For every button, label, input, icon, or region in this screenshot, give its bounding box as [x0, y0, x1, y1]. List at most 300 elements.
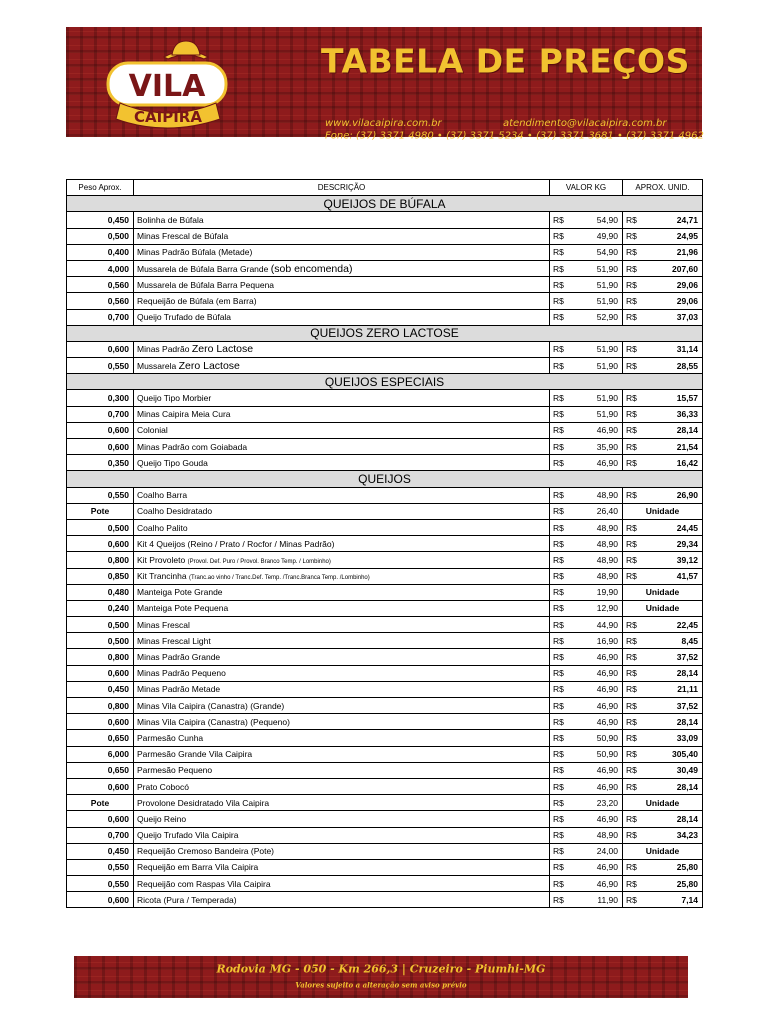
descricao-text: Requeijão de Búfala (em Barra) — [137, 295, 257, 306]
cell-aprox-unid: 31,14 — [642, 341, 703, 357]
currency-symbol: R$ — [550, 568, 569, 584]
table-row — [67, 730, 703, 746]
cell-peso: 0,550 — [67, 859, 134, 875]
cell-descricao — [134, 584, 550, 600]
descricao-text: Minas Vila Caipira (Canastra) (Pequeno) — [137, 716, 290, 727]
cell-valor-kg: 46,90 — [569, 649, 623, 665]
cell-descricao — [134, 681, 550, 697]
cell-valor-kg: 50,90 — [569, 746, 623, 762]
section-title: QUEIJOS DE BÚFALA — [67, 196, 703, 212]
cell-aprox-unid: 37,52 — [642, 698, 703, 714]
table-row — [67, 892, 703, 908]
cell-peso: 0,850 — [67, 568, 134, 584]
currency-symbol: R$ — [623, 358, 642, 374]
descricao-text: Minas Padrão com Goiabada — [137, 441, 248, 452]
currency-symbol: R$ — [550, 228, 569, 244]
table-row — [67, 455, 703, 471]
table-row — [67, 649, 703, 665]
currency-symbol: R$ — [550, 811, 569, 827]
currency-symbol: R$ — [623, 439, 642, 455]
cell-aprox-unid: 207,60 — [642, 260, 703, 276]
currency-symbol: R$ — [623, 746, 642, 762]
currency-symbol: R$ — [550, 892, 569, 908]
currency-symbol: R$ — [623, 244, 642, 260]
cell-peso: 0,800 — [67, 649, 134, 665]
section-header-row — [67, 471, 703, 487]
cell-descricao — [134, 600, 550, 616]
currency-symbol: R$ — [623, 714, 642, 730]
descricao-text: Mussarela — [137, 360, 177, 371]
logo-text-vila: VILA — [128, 69, 206, 104]
currency-symbol: R$ — [550, 487, 569, 503]
currency-symbol: R$ — [623, 390, 642, 406]
descricao-text: Provolone Desidratado Vila Caipira — [137, 797, 270, 808]
cell-descricao — [134, 552, 550, 568]
cell-aprox-unid: 28,14 — [642, 714, 703, 730]
col-header-valor-kg: VALOR KG — [550, 180, 623, 196]
cell-aprox-unid: 21,54 — [642, 439, 703, 455]
cell-peso: Pote — [67, 503, 134, 519]
cell-valor-kg: 12,90 — [569, 600, 623, 616]
cell-peso: 0,650 — [67, 762, 134, 778]
currency-symbol: R$ — [623, 859, 642, 875]
section-header-row — [67, 374, 703, 390]
descricao-text: Parmesão Grande Vila Caipira — [137, 749, 253, 760]
cell-aprox-unid: 29,34 — [642, 536, 703, 552]
currency-symbol: R$ — [623, 681, 642, 697]
cell-descricao — [134, 244, 550, 260]
cell-descricao — [134, 277, 550, 293]
cell-aprox-unid: 16,42 — [642, 455, 703, 471]
cell-aprox-unid: 15,57 — [642, 390, 703, 406]
currency-symbol: R$ — [550, 503, 569, 519]
currency-symbol: R$ — [550, 762, 569, 778]
cell-aprox-unid: 41,57 — [642, 568, 703, 584]
cell-aprox-unid: Unidade — [623, 600, 703, 616]
cell-aprox-unid: 8,45 — [642, 633, 703, 649]
cell-descricao — [134, 859, 550, 875]
cell-valor-kg: 46,90 — [569, 778, 623, 794]
currency-symbol: R$ — [550, 681, 569, 697]
cell-descricao — [134, 341, 550, 357]
cell-aprox-unid: Unidade — [623, 584, 703, 600]
cell-descricao — [134, 778, 550, 794]
cell-valor-kg: 24,00 — [569, 843, 623, 859]
cell-descricao — [134, 876, 550, 892]
cell-descricao — [134, 892, 550, 908]
cell-valor-kg: 49,90 — [569, 228, 623, 244]
table-row — [67, 633, 703, 649]
cell-peso: 0,550 — [67, 487, 134, 503]
cell-peso: 0,800 — [67, 698, 134, 714]
descricao-text: Prato Cobocó — [137, 781, 189, 792]
cell-descricao — [134, 843, 550, 859]
descricao-text: Kit Provoleto — [137, 554, 186, 565]
table-row — [67, 536, 703, 552]
currency-symbol: R$ — [623, 277, 642, 293]
currency-symbol: R$ — [550, 730, 569, 746]
cell-peso: 0,450 — [67, 843, 134, 859]
cell-aprox-unid: 24,45 — [642, 519, 703, 535]
currency-symbol: R$ — [550, 827, 569, 843]
cell-aprox-unid: 30,49 — [642, 762, 703, 778]
cell-valor-kg: 51,90 — [569, 390, 623, 406]
cell-peso: 0,550 — [67, 876, 134, 892]
cell-peso: 0,600 — [67, 536, 134, 552]
cell-aprox-unid: 28,14 — [642, 778, 703, 794]
cell-aprox-unid: 21,96 — [642, 244, 703, 260]
currency-symbol: R$ — [623, 536, 642, 552]
cell-descricao — [134, 519, 550, 535]
cell-valor-kg: 46,90 — [569, 876, 623, 892]
currency-symbol: R$ — [623, 698, 642, 714]
cell-peso: 0,550 — [67, 358, 134, 374]
cell-valor-kg: 26,40 — [569, 503, 623, 519]
currency-symbol: R$ — [550, 876, 569, 892]
footer-address: Rodovia MG - 050 - Km 266,3 | Cruzeiro - Piumhi-MG — [216, 962, 546, 976]
currency-symbol: R$ — [623, 633, 642, 649]
descricao-text: Requeijão Cremoso Bandeira (Pote) — [137, 846, 275, 857]
cell-aprox-unid: 28,14 — [642, 665, 703, 681]
cell-peso: 0,500 — [67, 228, 134, 244]
cell-valor-kg: 11,90 — [569, 892, 623, 908]
cell-peso: 0,600 — [67, 778, 134, 794]
page-title: TABELA DE PREÇOS — [321, 41, 690, 81]
descricao-text: Coalho Desidratado — [137, 506, 213, 517]
cell-peso: 0,240 — [67, 600, 134, 616]
currency-symbol: R$ — [623, 341, 642, 357]
currency-symbol: R$ — [550, 649, 569, 665]
descricao-text: Queijo Reino — [137, 813, 187, 824]
cell-valor-kg: 48,90 — [569, 487, 623, 503]
descricao-text: Coalho Barra — [137, 490, 188, 501]
descricao-text: Coalho Palito — [137, 522, 188, 533]
currency-symbol: R$ — [623, 260, 642, 276]
table-row — [67, 714, 703, 730]
section-title: QUEIJOS ZERO LACTOSE — [67, 325, 703, 341]
table-row — [67, 390, 703, 406]
currency-symbol: R$ — [623, 762, 642, 778]
cell-descricao — [134, 795, 550, 811]
cell-valor-kg: 46,90 — [569, 698, 623, 714]
cell-descricao — [134, 827, 550, 843]
cell-valor-kg: 51,90 — [569, 341, 623, 357]
cell-peso: 0,450 — [67, 212, 134, 228]
table-body — [67, 196, 703, 908]
currency-symbol: R$ — [550, 714, 569, 730]
cell-aprox-unid: 29,06 — [642, 277, 703, 293]
cell-valor-kg: 51,90 — [569, 293, 623, 309]
cell-peso: 0,300 — [67, 390, 134, 406]
descricao-text: Minas Vila Caipira (Canastra) (Grande) — [137, 700, 285, 711]
logo-text-caipira: CAIPIRA — [134, 108, 202, 126]
cell-valor-kg: 46,90 — [569, 811, 623, 827]
cell-aprox-unid: 28,55 — [642, 358, 703, 374]
cell-valor-kg: 54,90 — [569, 212, 623, 228]
cell-valor-kg: 51,90 — [569, 277, 623, 293]
cell-aprox-unid: 7,14 — [642, 892, 703, 908]
currency-symbol: R$ — [623, 827, 642, 843]
cell-aprox-unid: 25,80 — [642, 859, 703, 875]
table-row — [67, 277, 703, 293]
cell-descricao — [134, 422, 550, 438]
cell-valor-kg: 46,90 — [569, 714, 623, 730]
currency-symbol: R$ — [623, 422, 642, 438]
cell-valor-kg: 23,20 — [569, 795, 623, 811]
cell-aprox-unid: 28,14 — [642, 811, 703, 827]
currency-symbol: R$ — [550, 309, 569, 325]
header-banner — [66, 27, 704, 142]
currency-symbol: R$ — [623, 892, 642, 908]
table-row — [67, 552, 703, 568]
descricao-highlight: Zero Lactose — [178, 359, 240, 372]
footer-note: Valores sujeito a alteração sem aviso prévio — [295, 980, 467, 990]
table-row — [67, 358, 703, 374]
table-row — [67, 762, 703, 778]
currency-symbol: R$ — [623, 568, 642, 584]
currency-symbol: R$ — [550, 778, 569, 794]
currency-symbol: R$ — [623, 487, 642, 503]
currency-symbol: R$ — [623, 552, 642, 568]
table-row — [67, 228, 703, 244]
descricao-text: Mussarela de Búfala Barra Grande — [137, 263, 269, 274]
cell-valor-kg: 19,90 — [569, 584, 623, 600]
cell-valor-kg: 44,90 — [569, 617, 623, 633]
descricao-text: Minas Padrão — [137, 344, 190, 355]
cell-peso: 4,000 — [67, 260, 134, 276]
currency-symbol: R$ — [550, 293, 569, 309]
cell-peso: 0,450 — [67, 681, 134, 697]
currency-symbol: R$ — [623, 665, 642, 681]
cell-peso: 0,600 — [67, 892, 134, 908]
cell-descricao — [134, 536, 550, 552]
descricao-text: Minas Padrão Metade — [137, 684, 221, 695]
table-row — [67, 439, 703, 455]
cell-peso: Pote — [67, 795, 134, 811]
currency-symbol: R$ — [550, 519, 569, 535]
descricao-text: Queijo Trufado Vila Caipira — [137, 830, 239, 841]
table-row — [67, 827, 703, 843]
currency-symbol: R$ — [550, 843, 569, 859]
cell-valor-kg: 46,90 — [569, 665, 623, 681]
cell-peso: 0,600 — [67, 714, 134, 730]
descricao-text: Kit 4 Queijos (Reino / Prato / Rocfor / Minas Padrão) — [137, 538, 335, 549]
cell-descricao — [134, 439, 550, 455]
descricao-text: Minas Padrão Grande — [137, 652, 221, 663]
currency-symbol: R$ — [550, 277, 569, 293]
cell-aprox-unid: 33,09 — [642, 730, 703, 746]
cell-valor-kg: 35,90 — [569, 439, 623, 455]
table-row — [67, 260, 703, 276]
cell-descricao — [134, 309, 550, 325]
cell-descricao — [134, 633, 550, 649]
cell-descricao — [134, 212, 550, 228]
descricao-text: Queijo Trufado de Búfala — [137, 312, 232, 323]
cell-descricao — [134, 746, 550, 762]
descricao-text: Requeijão em Barra Vila Caipira — [137, 862, 259, 873]
cell-aprox-unid: 26,90 — [642, 487, 703, 503]
currency-symbol: R$ — [623, 309, 642, 325]
descricao-text: Kit Trancinha — [137, 571, 187, 582]
cell-peso: 0,600 — [67, 341, 134, 357]
cell-aprox-unid: Unidade — [623, 843, 703, 859]
cell-peso: 0,400 — [67, 244, 134, 260]
descricao-text: Colonial — [137, 425, 168, 436]
currency-symbol: R$ — [623, 730, 642, 746]
cell-descricao — [134, 762, 550, 778]
cowboy-hat-icon — [164, 41, 208, 59]
currency-symbol: R$ — [550, 552, 569, 568]
cell-aprox-unid: 39,12 — [642, 552, 703, 568]
table-row — [67, 876, 703, 892]
cell-valor-kg: 48,90 — [569, 568, 623, 584]
cell-peso: 0,600 — [67, 422, 134, 438]
table-row — [67, 665, 703, 681]
vila-caipira-logo — [86, 35, 286, 131]
currency-symbol: R$ — [550, 358, 569, 374]
cell-peso: 0,560 — [67, 277, 134, 293]
currency-symbol: R$ — [550, 260, 569, 276]
cell-aprox-unid: 305,40 — [642, 746, 703, 762]
currency-symbol: R$ — [550, 617, 569, 633]
price-table — [66, 179, 703, 908]
cell-peso: 0,700 — [67, 309, 134, 325]
descricao-text: Queijo Tipo Gouda — [137, 457, 208, 468]
cell-peso: 0,700 — [67, 827, 134, 843]
descricao-text: Queijo Tipo Morbier — [137, 393, 212, 404]
descricao-text: Requeijão com Raspas Vila Caipira — [137, 878, 271, 889]
descricao-text: Ricota (Pura / Temperada) — [137, 894, 237, 905]
currency-symbol: R$ — [550, 600, 569, 616]
section-header-row — [67, 325, 703, 341]
table-row — [67, 293, 703, 309]
currency-symbol: R$ — [623, 778, 642, 794]
currency-symbol: R$ — [623, 455, 642, 471]
currency-symbol: R$ — [550, 665, 569, 681]
cell-aprox-unid: 24,71 — [642, 212, 703, 228]
cell-valor-kg: 46,90 — [569, 859, 623, 875]
cell-valor-kg: 46,90 — [569, 681, 623, 697]
descricao-detail: (Tranc.ao vinho / Tranc.Def. Temp. /Tranc.Branca Temp. /Lombinho) — [189, 575, 370, 582]
cell-descricao — [134, 406, 550, 422]
website-link[interactable]: www.vilacaipira.com.br — [325, 118, 442, 129]
cell-valor-kg: 50,90 — [569, 730, 623, 746]
cell-peso: 0,600 — [67, 439, 134, 455]
table-row — [67, 503, 703, 519]
cell-descricao — [134, 358, 550, 374]
cell-descricao — [134, 649, 550, 665]
cell-peso: 0,500 — [67, 617, 134, 633]
currency-symbol: R$ — [623, 811, 642, 827]
cell-peso: 0,600 — [67, 665, 134, 681]
currency-symbol: R$ — [623, 617, 642, 633]
cell-aprox-unid: 22,45 — [642, 617, 703, 633]
table-row — [67, 568, 703, 584]
cell-valor-kg: 54,90 — [569, 244, 623, 260]
descricao-text: Minas Frescal de Búfala — [137, 231, 229, 242]
table-row — [67, 212, 703, 228]
cell-descricao — [134, 730, 550, 746]
cell-descricao — [134, 811, 550, 827]
cell-peso: 0,480 — [67, 584, 134, 600]
cell-descricao — [134, 228, 550, 244]
cell-peso: 0,500 — [67, 633, 134, 649]
descricao-text: Parmesão Cunha — [137, 732, 204, 743]
descricao-text: Minas Frescal — [137, 619, 190, 630]
table-row — [67, 422, 703, 438]
cell-descricao — [134, 714, 550, 730]
cell-valor-kg: 48,90 — [569, 519, 623, 535]
currency-symbol: R$ — [623, 649, 642, 665]
cell-peso: 0,560 — [67, 293, 134, 309]
descricao-text: Manteiga Pote Pequena — [137, 603, 229, 614]
currency-symbol: R$ — [550, 633, 569, 649]
cell-peso: 0,800 — [67, 552, 134, 568]
currency-symbol: R$ — [550, 341, 569, 357]
descricao-highlight: (sob encomenda) — [270, 262, 353, 275]
descricao-text: Bolinha de Búfala — [137, 214, 204, 225]
currency-symbol: R$ — [550, 859, 569, 875]
cell-valor-kg: 51,90 — [569, 406, 623, 422]
cell-valor-kg: 16,90 — [569, 633, 623, 649]
currency-symbol: R$ — [623, 876, 642, 892]
currency-symbol: R$ — [623, 519, 642, 535]
cell-valor-kg: 52,90 — [569, 309, 623, 325]
cell-descricao — [134, 617, 550, 633]
section-title: QUEIJOS — [67, 471, 703, 487]
currency-symbol: R$ — [550, 795, 569, 811]
descricao-text: Mussarela de Búfala Barra Pequena — [137, 279, 275, 290]
currency-symbol: R$ — [623, 293, 642, 309]
descricao-text: Manteiga Pote Grande — [137, 587, 223, 598]
currency-symbol: R$ — [550, 698, 569, 714]
table-row — [67, 811, 703, 827]
descricao-text: Minas Caipira Meia Cura — [137, 409, 231, 420]
descricao-text: Minas Padrão Búfala (Metade) — [137, 247, 253, 258]
currency-symbol: R$ — [550, 584, 569, 600]
cell-peso: 0,600 — [67, 811, 134, 827]
cell-peso: 0,650 — [67, 730, 134, 746]
cell-valor-kg: 46,90 — [569, 762, 623, 778]
cell-valor-kg: 46,90 — [569, 455, 623, 471]
table-row — [67, 746, 703, 762]
cell-peso: 0,700 — [67, 406, 134, 422]
cell-valor-kg: 48,90 — [569, 552, 623, 568]
cell-descricao — [134, 390, 550, 406]
currency-symbol: R$ — [550, 244, 569, 260]
cell-valor-kg: 48,90 — [569, 827, 623, 843]
cell-aprox-unid: 36,33 — [642, 406, 703, 422]
table-row — [67, 778, 703, 794]
currency-symbol: R$ — [550, 390, 569, 406]
email-link[interactable]: atendimento@vilacaipira.com.br — [503, 118, 667, 129]
descricao-text: Minas Frescal Light — [137, 635, 211, 646]
cell-aprox-unid: 25,80 — [642, 876, 703, 892]
table-row — [67, 244, 703, 260]
cell-aprox-unid: 28,14 — [642, 422, 703, 438]
table-row — [67, 698, 703, 714]
cell-valor-kg: 51,90 — [569, 260, 623, 276]
table-row — [67, 406, 703, 422]
descricao-text: Minas Padrão Pequeno — [137, 668, 226, 679]
cell-aprox-unid: 34,23 — [642, 827, 703, 843]
currency-symbol: R$ — [550, 406, 569, 422]
currency-symbol: R$ — [550, 746, 569, 762]
descricao-detail: (Provol. Def. Puro / Provol. Branco Temp. / Lombinho) — [187, 558, 331, 565]
cell-descricao — [134, 260, 550, 276]
cell-valor-kg: 48,90 — [569, 536, 623, 552]
cell-descricao — [134, 293, 550, 309]
